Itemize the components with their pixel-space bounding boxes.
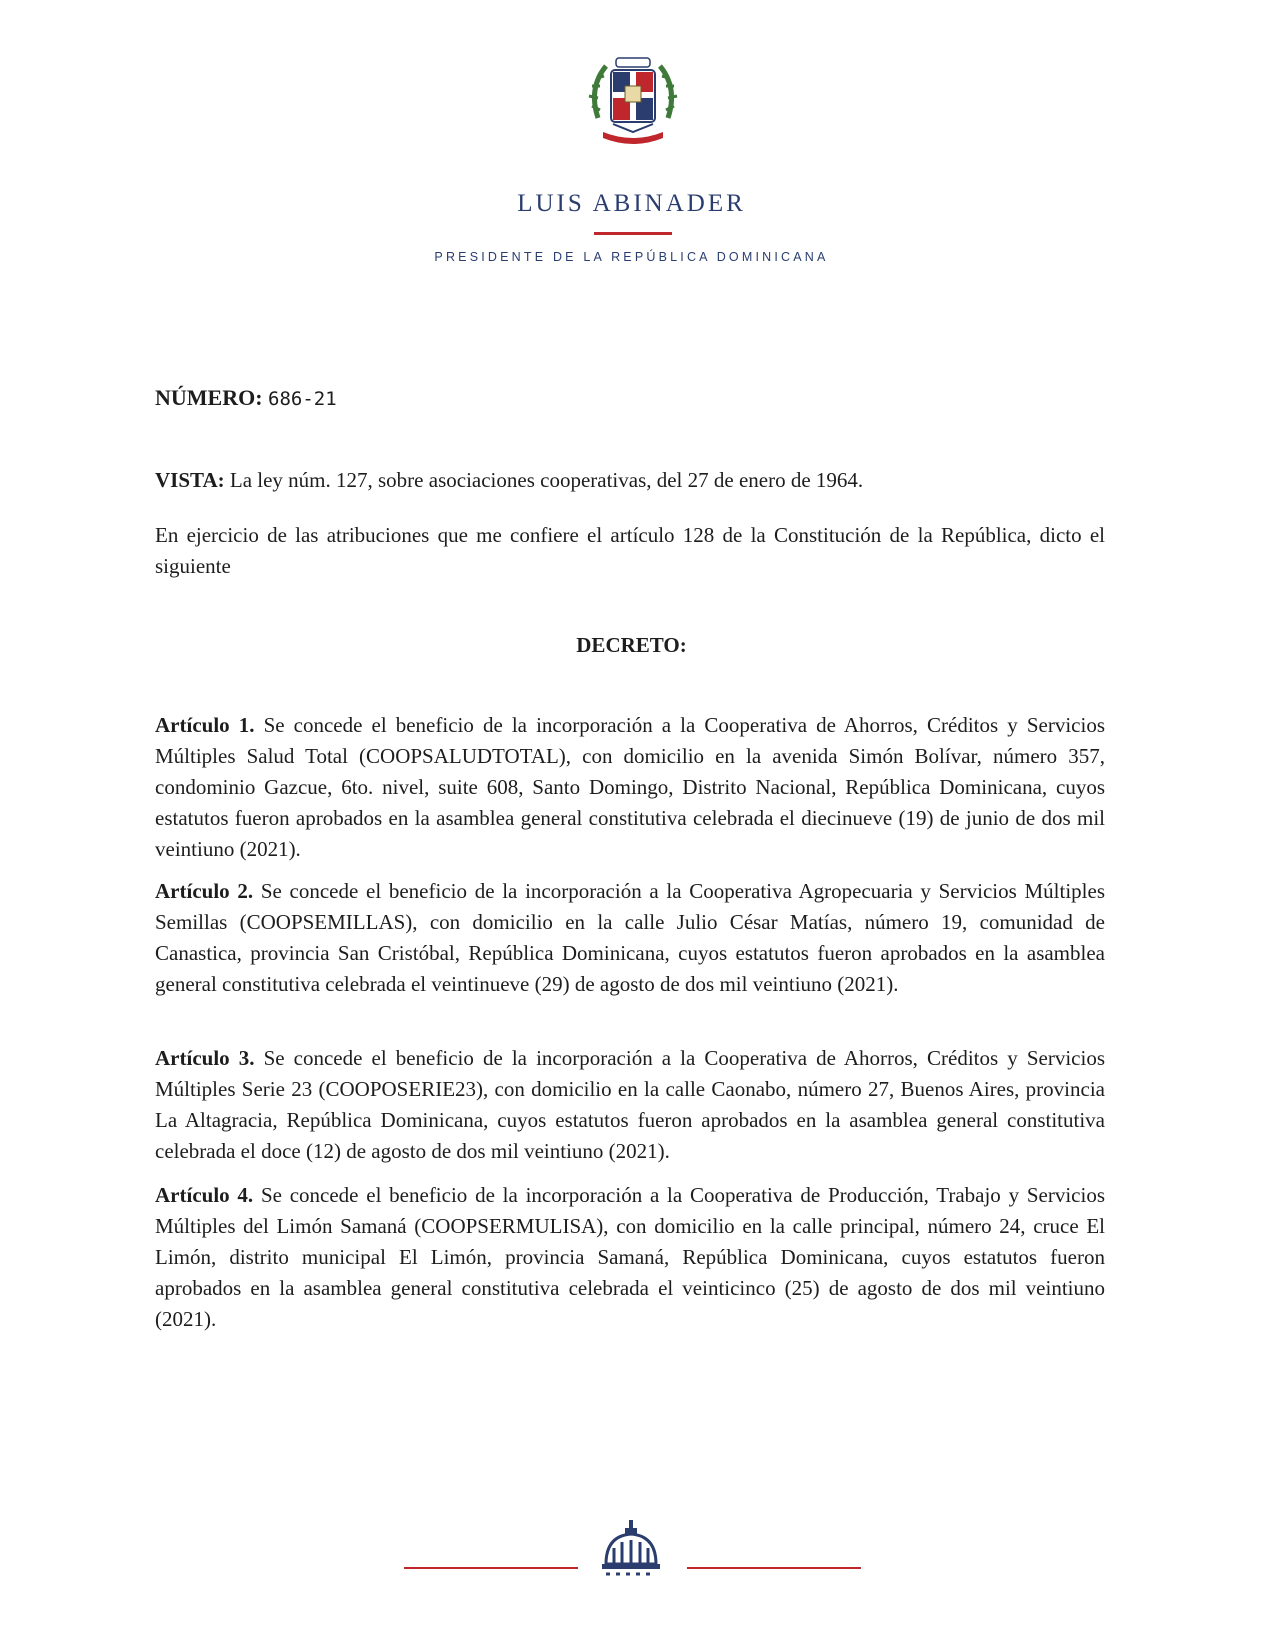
article-2: [155, 876, 1105, 1000]
vista-label: VISTA:: [155, 468, 225, 492]
article-label: Artículo 4.: [155, 1183, 254, 1207]
palace-dome-icon: [598, 1520, 664, 1580]
footer-rule-right: [687, 1567, 861, 1569]
article-text: Se concede el beneficio de la incorporación a la Cooperativa de Producción, Trabajo y Servicios Múltiples del Limón Samaná (COOPSERMULISA), con domicilio en la calle principal, número 24, cruce El Limón, distrito municipal El Limón, provincia Samaná, República Dominicana, cuyos estatutos fueron aprobados en la asamblea general constitutiva celebrada el veinticinco (25) de agosto de dos mil veintiuno (2021).: [155, 1183, 1105, 1331]
article-3: [155, 1043, 1105, 1167]
decree-number: [155, 385, 337, 411]
article-text: Se concede el beneficio de la incorporación a la Cooperativa de Ahorros, Créditos y Servicios Múltiples Salud Total (COOPSALUDTOTAL), con domicilio en la avenida Simón Bolívar, número 357, condominio Gazcue, 6to. nivel, suite 608, Santo Domingo, Distrito Nacional, República Dominicana, cuyos estatutos fueron aprobados en la asamblea general constitutiva celebrada el diecinueve (19) de junio de dos mil veintiuno (2021).: [155, 713, 1105, 861]
numero-label: NÚMERO:: [155, 385, 263, 410]
vista-paragraph: [155, 465, 1105, 496]
coat-of-arms-icon: [578, 48, 688, 158]
article-label: Artículo 1.: [155, 713, 255, 737]
article-text: Se concede el beneficio de la incorporación a la Cooperativa de Ahorros, Créditos y Servicios Múltiples Serie 23 (COOPOSERIE23), con domicilio en la calle Caonabo, número 27, Buenos Aires, provincia La Altagracia, República Dominicana, cuyos estatutos fueron aprobados en la asamblea general constitutiva celebrada el doce (12) de agosto de dos mil veintiuno (2021).: [155, 1046, 1105, 1163]
ejercicio-paragraph: En ejercicio de las atribuciones que me confiere el artículo 128 de la Constitución de la República, dicto el siguiente: [155, 523, 1105, 578]
article-label: Artículo 3.: [155, 1046, 255, 1070]
article-label: Artículo 2.: [155, 879, 254, 903]
article-text: Se concede el beneficio de la incorporación a la Cooperativa Agropecuaria y Servicios Múltiples Semillas (COOPSEMILLAS), con domicilio en la calle Julio César Matías, número 19, comunidad de Canastica, provincia San Cristóbal, República Dominicana, cuyos estatutos fueron aprobados en la asamblea general constitutiva celebrada el veintinueve (29) de agosto de dos mil veintiuno (2021).: [155, 879, 1105, 996]
decreto-heading: DECRETO:: [576, 633, 687, 657]
numero-value: 686-21: [268, 388, 337, 410]
president-title: PRESIDENTE DE LA REPÚBLICA DOMINICANA: [434, 250, 829, 264]
vista-text: La ley núm. 127, sobre asociaciones cooperativas, del 27 de enero de 1964.: [224, 468, 864, 492]
article-1: [155, 710, 1105, 865]
president-name: LUIS ABINADER: [517, 190, 746, 217]
name-underline: [594, 232, 672, 235]
article-4: [155, 1180, 1105, 1335]
footer-rule-left: [404, 1567, 578, 1569]
